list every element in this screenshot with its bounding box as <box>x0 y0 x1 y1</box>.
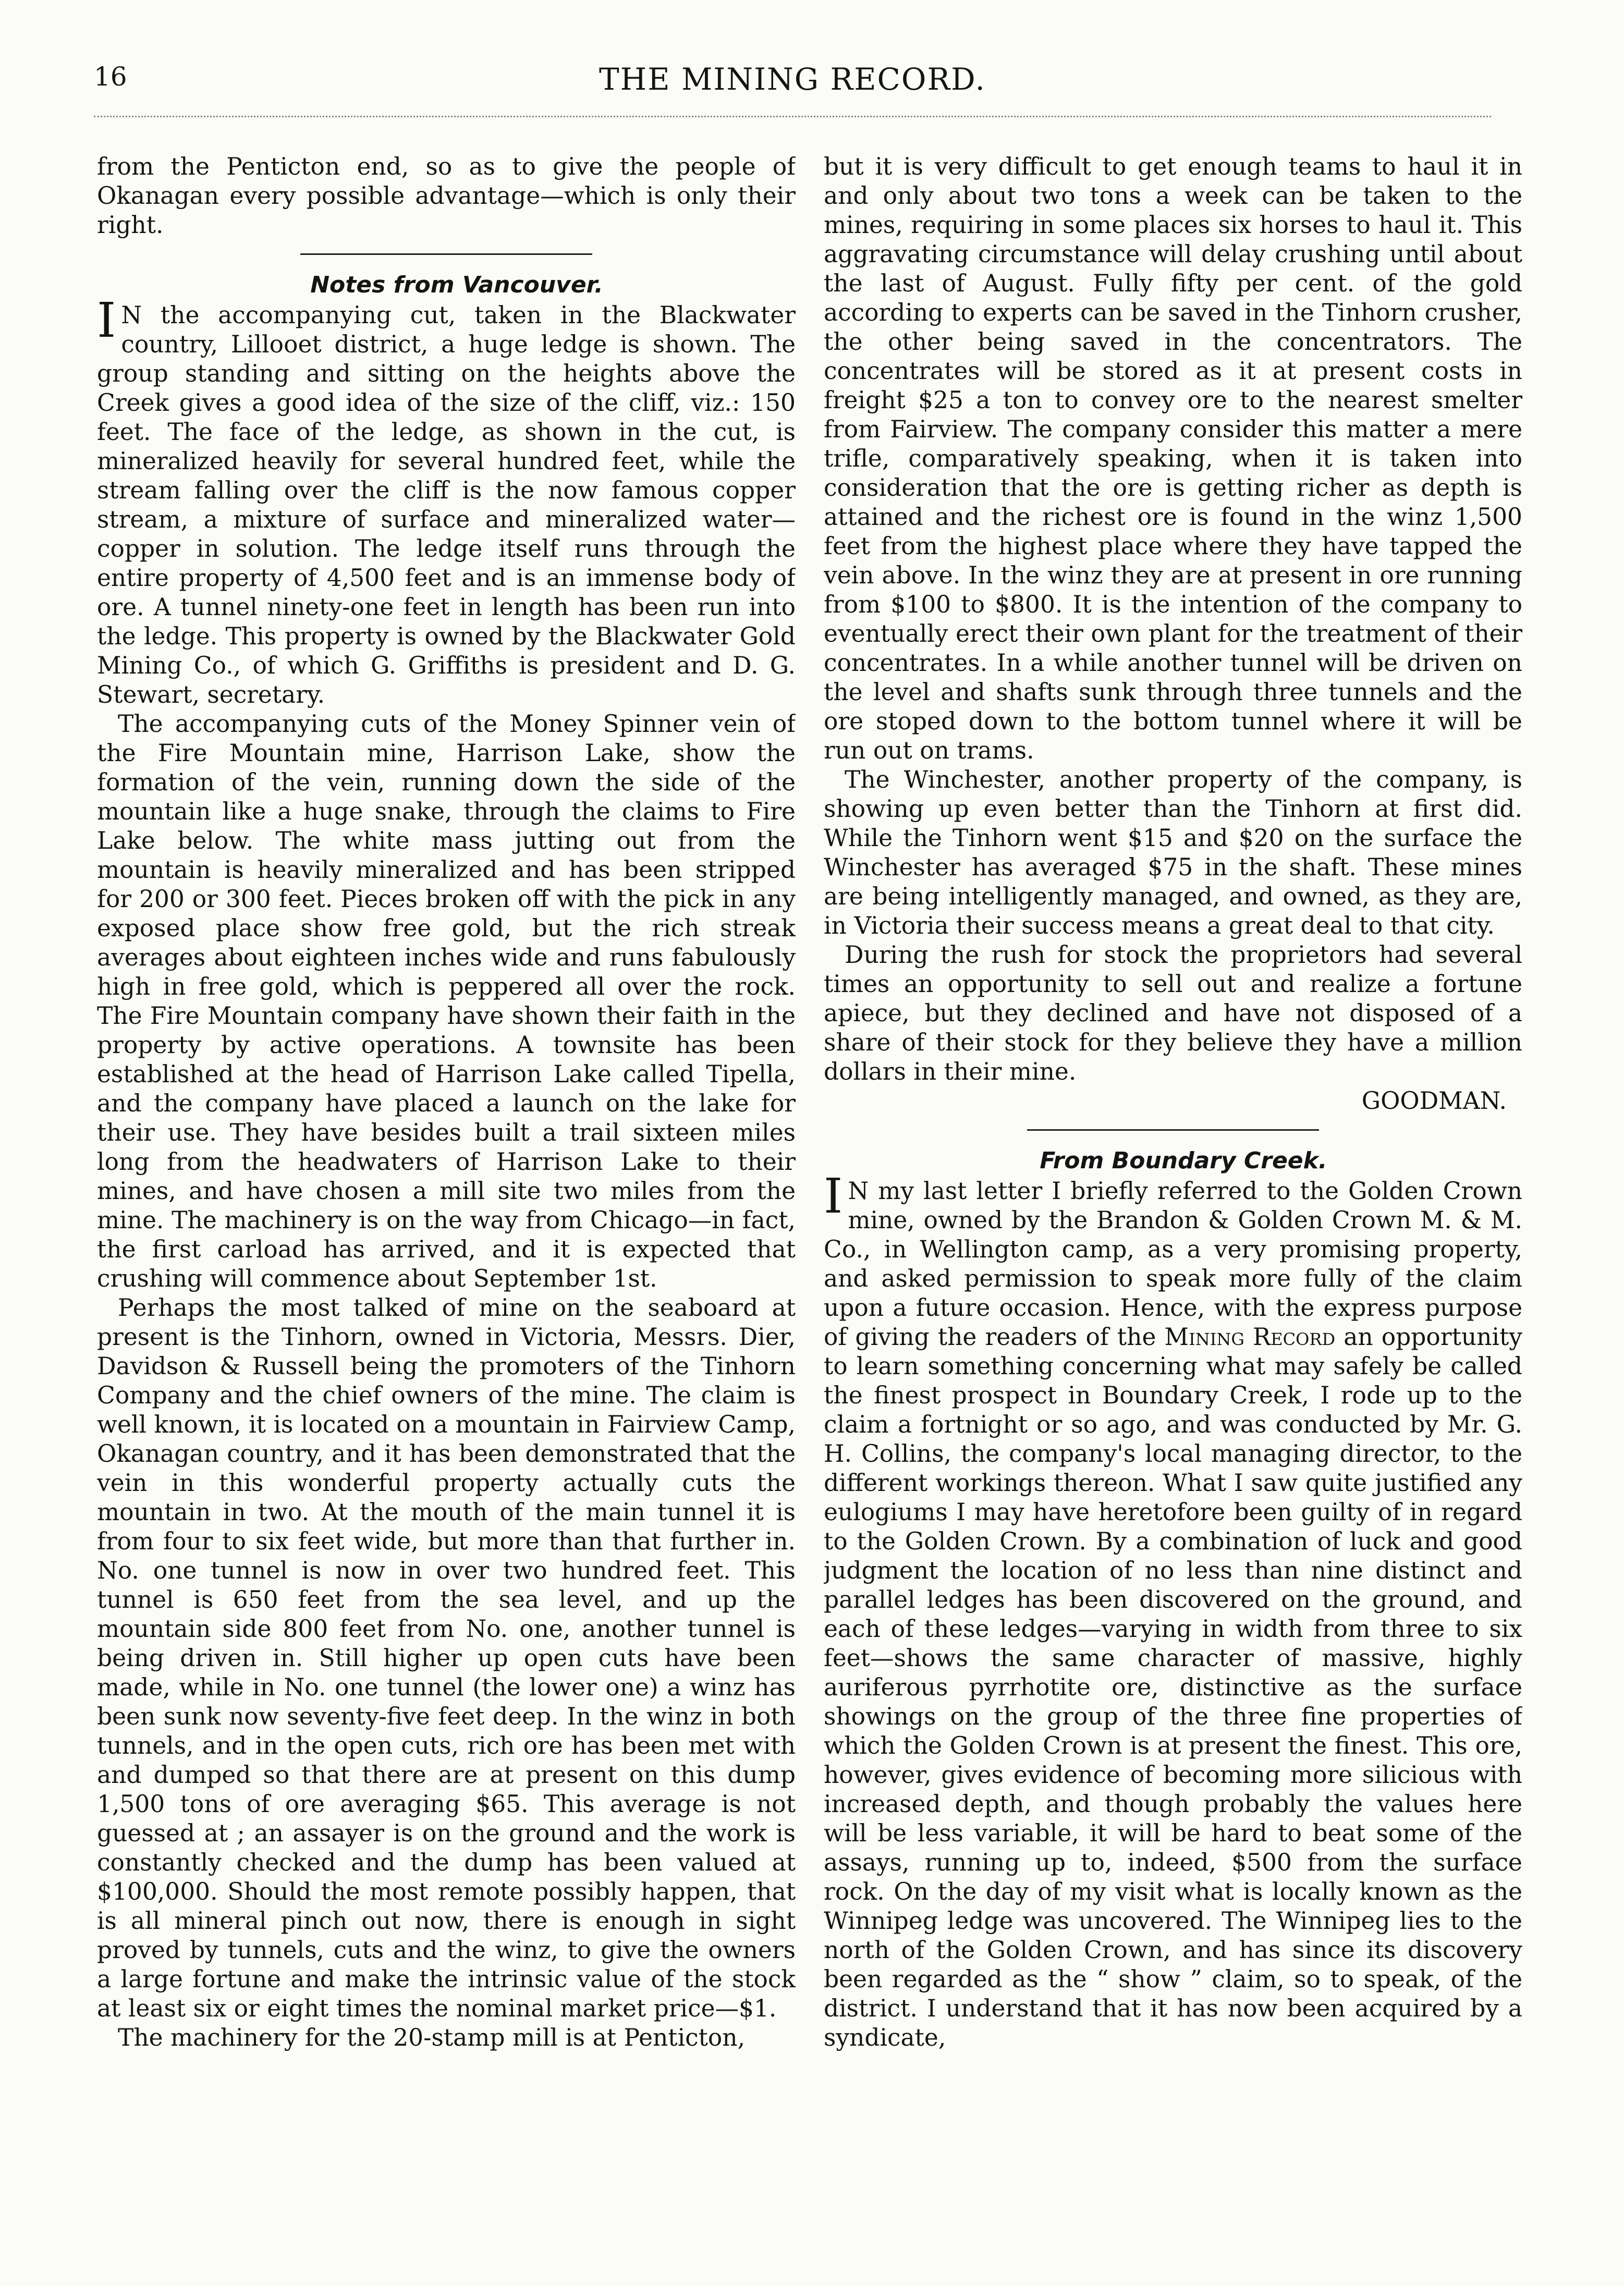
right-column <box>824 152 1522 2232</box>
header-rule <box>94 116 1491 117</box>
section-divider <box>1027 1129 1319 1131</box>
article-paragraph <box>824 1168 1522 2052</box>
section-title-boundary-creek: From Boundary Creek. <box>1040 1147 1327 1174</box>
article-paragraph: The Winchester, another property of the company, is showing up even better than the Tinhorn at first did. While the Tinhorn went $15 and $20 on the surface the Winchester has averaged $75 in the shaft. These mines are being intelligently managed, and owned, as they are, in Victoria their success means a great deal to that city. <box>824 766 1522 939</box>
paragraph-text: N my last letter I briefly referred to the Golden Crown mine, owned by the Brandon & Golden Crown M. & M. Co., in Wellington camp, as a very promising property, and asked permission to speak more fully of the claim upon a future occasion. Hence, with the express purpose of giving the readers of the <box>824 1177 1522 1351</box>
paragraph-text: N the accompanying cut, taken in the Blackwater country, Lillooet district, a huge ledge is shown. The group standing and sitting on the heights above the Creek gives a good idea of the size of the cliff, viz.: 150 feet. The face of the ledge, as shown in the cut, is mineralized heavily for several hundred feet, while the stream falling over the cliff is the now famous copper stream, a mixture of surface and mineralized water—copper in solution. The ledge itself runs through the entire property of 4,500 feet and is an immense body of ore. A tunnel ninety-one feet in length has been run into the ledge. This property is owned by the Blackwater Gold Mining Co., of which G. Griffiths is president and D. G. Stewart, secretary. <box>97 301 796 708</box>
paragraph-text: an opportunity to learn something concerning what may safely be called the finest prospect in Boundary Creek, I rode up to the claim a fortnight or so ago, and was conducted by Mr. G. H. Collins, the company's local managing director, to the different workings thereon. What I saw quite justified any eulogiums I may have heretofore been guilty of in regard to the Golden Crown. By a combination of luck and good judgment the location of no less than nine distinct and parallel ledges has been discovered on the ground, and each of these ledges—varying in width from three to six feet—shows the same character of massive, highly auriferous pyrrhotite ore, distinctive as the surface showings on the group of the three fine properties of which the Golden Crown is at present the finest. This ore, however, gives evidence of becoming more silicious with increased depth, and though probably the values here will be less variable, it will be hard to beat some of the assays, running up to, indeed, $500 from the surface rock. On the day of my visit what is locally known as the Winnipeg ledge was uncovered. The Winnipeg lies to the north of the Golden Crown, and has since its discovery been regarded as the “ show ” claim, so to speak, of the district. I understand that it has now been acquired by a syndicate, <box>824 1323 1522 2051</box>
journal-title: THE MINING RECORD. <box>599 62 986 97</box>
page-header <box>94 62 1491 108</box>
article-paragraph <box>97 292 796 710</box>
left-column <box>97 152 796 2232</box>
article-paragraph: The accompanying cuts of the Money Spinner vein of the Fire Mountain mine, Harrison Lake, show the formation of the vein, running down the side of the mountain like a huge snake, through the claims to Fire Lake below. The white mass jutting out from the mountain is heavily mineralized and has been stripped for 200 or 300 feet. Pieces broken off with the pick in any exposed place show free gold, but the rich streak averages about eighteen inches wide and runs fabulously high in free gold, which is peppered all over the rock. The Fire Mountain company have shown their faith in the property by active operations. A townsite has been established at the head of Harrison Lake called Tipella, and the company have placed a launch on the lake for their use. They have besides built a trail sixteen miles long from the headwaters of Harrison Lake to their mines, and have chosen a mill site two miles from the mine. The machinery is on the way from Chicago—in fact, the first carload has arrived, and it is expected that crushing will commence about September 1st. <box>97 710 796 1292</box>
continued-paragraph: but it is very difficult to get enough teams to haul it in and only about two tons a week can be taken to the mines, requiring in some places six horses to haul it. This aggravating circumstance will delay crushing until about the last of August. Fully fifty per cent. of the gold according to experts can be saved in the Tinhorn crusher, the other being saved in the concentrators. The concentrates will be stored as it at present costs in freight $25 a ton to convey ore to the nearest smelter from Fairview. The company consider this matter a mere trifle, comparatively speaking, when it is taken into consideration that the ore is getting richer as depth is attained and the richest ore is found in the winz 1,500 feet from the highest place where they have tapped the vein above. In the winz they are at present in ore running from $100 to $800. It is the intention of the company to eventually erect their own plant for the treatment of their concentrates. In a while another tunnel will be driven on the level and shafts sunk through three tunnels and the ore stoped down to the bottom tunnel where it will be run out on trams. <box>824 153 1522 764</box>
article-paragraph: Perhaps the most talked of mine on the seaboard at present is the Tinhorn, owned in Victoria, Messrs. Dier, Davidson & Russell being the promoters of the Tinhorn Company and the chief owners of the mine. The claim is well known, it is located on a mountain in Fairview Camp, Okanagan country, and it has been demonstrated that the vein in this wonderful property actually cuts the mountain in two. At the mouth of the main tunnel it is from four to six feet wide, but more than that further in. No. one tunnel is now in over two hundred feet. This tunnel is 650 feet from the sea level, and up the mountain side 800 feet from No. one, another tunnel is being driven in. Still higher up open cuts have been made, while in No. one tunnel (the lower one) a winz has been sunk now seventy-five feet deep. In the winz in both tunnels, and in the open cuts, rich ore has been met with and dumped so that there are at present on this dump 1,500 tons of ore averaging $65. This average is not guessed at ; an assayer is on the ground and the work is constantly checked and the dump has been valued at $100,000. Should the most remote possibly happen, that is all mineral pinch out now, there is enough in sight proved by tunnels, cuts and the winz, to give the owners a large fortune and make the intrinsic value of the stock at least six or eight times the nominal market price—$1. <box>97 1294 796 2022</box>
section-divider <box>300 253 592 255</box>
author-signature: GOODMAN. <box>1361 1087 1507 1115</box>
article-paragraph: The machinery for the 20-stamp mill is at Penticton, <box>118 2024 746 2051</box>
article-paragraph: During the rush for stock the proprietors had several times an opportunity to sell out and realize a fortune apiece, but they declined and have not disposed of a share of their stock for they believe they have a million dollars in their mine. <box>824 941 1522 1085</box>
publication-name: Mining Record <box>1164 1323 1336 1351</box>
drop-cap: I <box>824 1168 843 1224</box>
continued-paragraph: from the Penticton end, so as to give the people of Okanagan every possible advantage—which is only their right. <box>97 153 796 239</box>
page-number: 16 <box>94 62 127 92</box>
drop-cap: I <box>97 292 116 348</box>
section-title-vancouver: Notes from Vancouver. <box>310 272 603 298</box>
